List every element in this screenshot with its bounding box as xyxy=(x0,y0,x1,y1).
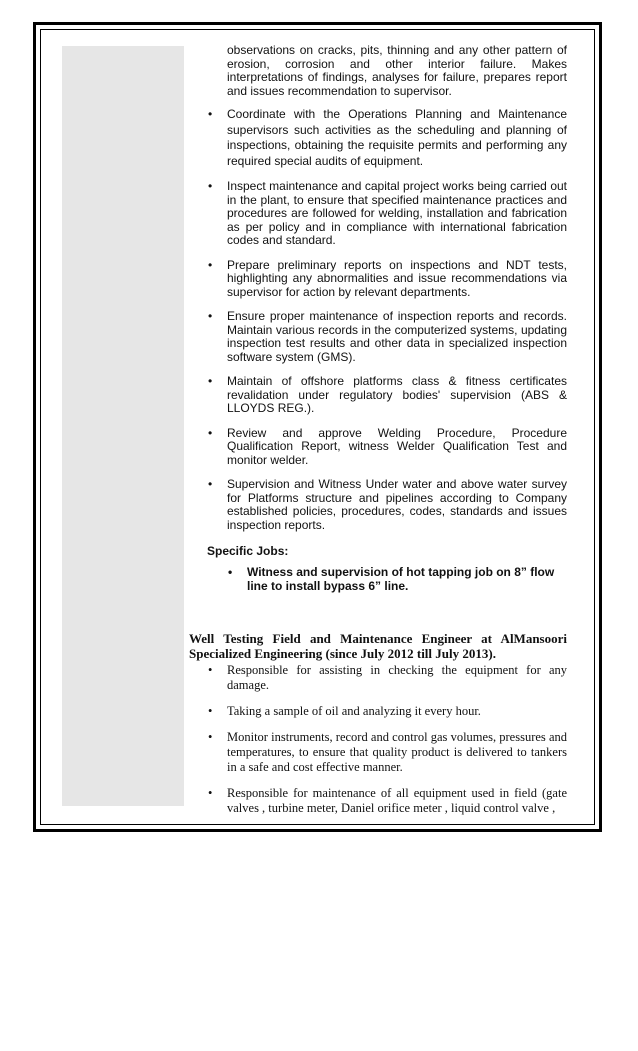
specific-jobs-heading: Specific Jobs: xyxy=(207,544,289,558)
well-testing-list xyxy=(207,663,567,816)
duty-item: • Inspect maintenance and capital project works being carried out in the plant, to ensure that specified maintenance practices and procedures are followed for welding, installation and fabrication as per policy and in compliance with international fabrication codes and standard. xyxy=(207,180,567,248)
resume-content xyxy=(189,44,567,816)
specific-jobs-list xyxy=(227,566,567,593)
well-testing-item: • Responsible for assisting in checking the equipment for any damage. xyxy=(207,663,567,693)
well-testing-item: • Taking a sample of oil and analyzing it every hour. xyxy=(207,704,567,719)
duty-item: • Prepare preliminary reports on inspections and NDT tests, highlighting any abnormalities and issue recommendations via supervisor for action by relevant departments. xyxy=(207,259,567,300)
intro-continuation: observations on cracks, pits, thinning and any other pattern of erosion, corrosion and other interior failure. Makes interpretations of findings, analyses for failure, prepares report and issues recommendation to supervisor. xyxy=(227,43,567,98)
duty-item: • Coordinate with the Operations Planning and Maintenance supervisors such activities as the scheduling and planning of inspections, obtaining the requisite permits and performing any required special audits of equipment. xyxy=(207,107,567,169)
well-testing-item: • Responsible for maintenance of all equipment used in field (gate valves , turbine meter, Daniel orifice meter , liquid control valve , xyxy=(207,786,567,816)
well-testing-item: • Monitor instruments, record and control gas volumes, pressures and temperatures, to ensure that quality product is delivered to tankers in a safe and cost effective manner. xyxy=(207,730,567,775)
inspection-section xyxy=(189,44,567,593)
duty-item: • Review and approve Welding Procedure, Procedure Qualification Report, witness Welder Qualification Test and monitor welder. xyxy=(207,427,567,468)
duties-list xyxy=(207,107,567,532)
duty-item: • Supervision and Witness Under water and above water survey for Platforms structure and pipelines according to Company established policies, procedures, codes, standards and issues inspection reports. xyxy=(207,478,567,532)
job-title-heading: Well Testing Field and Maintenance Engineer at AlMansoori Specialized Engineering (since July 2012 till July 2013). xyxy=(189,631,567,661)
left-sidebar-panel xyxy=(62,46,184,806)
duty-item: • Ensure proper maintenance of inspection reports and records. Maintain various records in the computerized systems, updating inspection test results and other data in specialized inspection software system (GMS). xyxy=(207,310,567,364)
duty-item: • Maintain of offshore platforms class & fitness certificates revalidation under regulatory bodies' supervision (ABS & LLOYDS REG.). xyxy=(207,375,567,416)
specific-job-item: • Witness and supervision of hot tapping job on 8” flow line to install bypass 6” line. xyxy=(227,566,567,593)
well-testing-section xyxy=(189,631,567,816)
